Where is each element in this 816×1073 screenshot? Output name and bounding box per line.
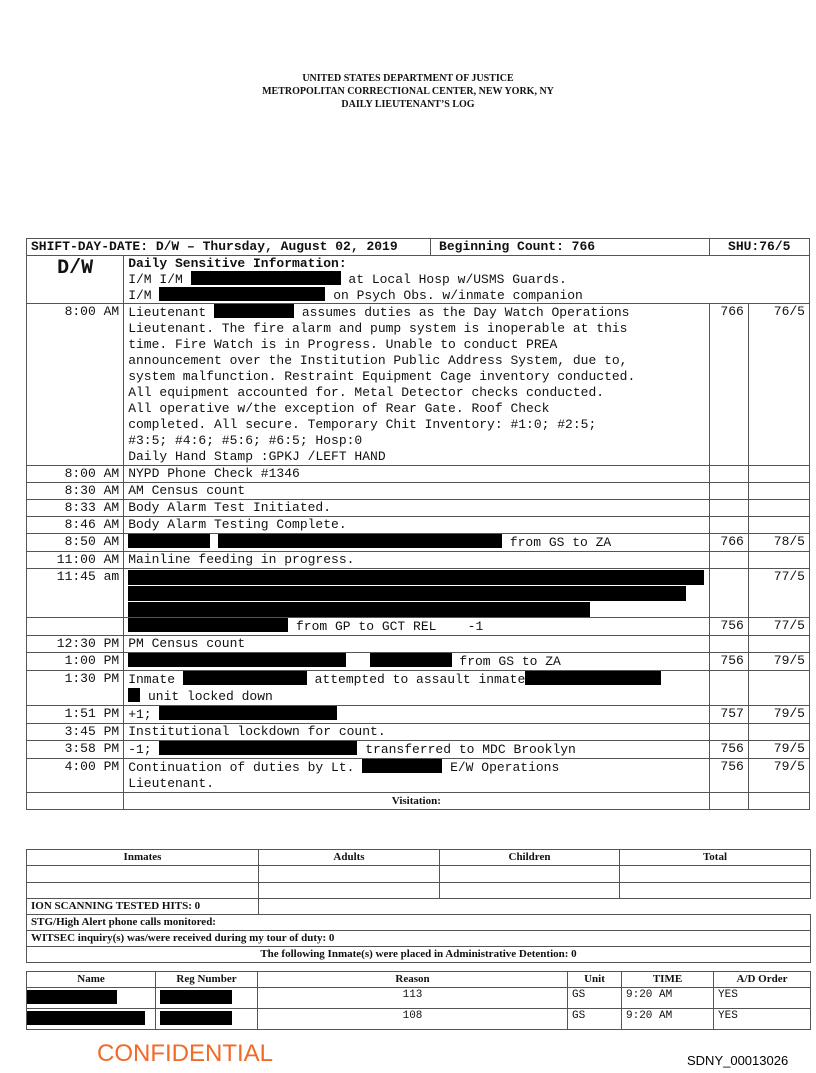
entry-line-1-suffix: assumes duties as the Day Watch Operations xyxy=(301,305,630,320)
empty-cell xyxy=(709,793,748,810)
empty-cell xyxy=(440,883,620,899)
admin-order: YES xyxy=(714,1009,811,1030)
redaction xyxy=(362,759,442,773)
redaction xyxy=(525,671,661,685)
log-table xyxy=(26,238,810,810)
shift-header-row xyxy=(27,239,810,256)
admin-unit: GS xyxy=(568,988,622,1009)
log-entry-alarm-done xyxy=(27,517,810,534)
log-entry-rel xyxy=(27,618,810,636)
redaction xyxy=(160,1011,232,1025)
entry-time: 8:50 AM xyxy=(27,534,124,552)
entry-line: system malfunction. Restraint Equipment Cage inventory conducted. xyxy=(128,369,636,384)
entry-line: Daily Hand Stamp :GPKJ /LEFT HAND xyxy=(128,449,386,464)
admin-col-reg: Reg Number xyxy=(156,972,258,988)
redaction xyxy=(214,304,294,318)
entry-line: All equipment accounted for. Metal Detector checks conducted. xyxy=(128,385,605,400)
entry-time: 1:30 PM xyxy=(27,671,124,706)
entry-time: 11:45 am xyxy=(27,569,124,618)
admin-time: 9:20 AM xyxy=(622,988,714,1009)
log-entry-0345 xyxy=(27,724,810,741)
empty-cell xyxy=(620,866,811,883)
entry-text xyxy=(124,706,709,724)
entry-text xyxy=(124,569,709,618)
entry-line xyxy=(128,671,704,688)
entry-text-suffix: transferred to MDC Brooklyn xyxy=(365,742,576,757)
entry-count: 757 xyxy=(709,706,748,724)
entry-text: Mainline feeding in progress. xyxy=(124,552,709,569)
entry-text xyxy=(124,671,709,706)
log-entry-1100 xyxy=(27,552,810,569)
entry-count xyxy=(709,500,748,517)
empty-cell xyxy=(440,866,620,883)
sensitive-line-2 xyxy=(128,287,805,303)
entry-line: Lieutenant. xyxy=(128,776,215,791)
entry-count: 756 xyxy=(709,653,748,671)
redaction xyxy=(27,1011,145,1025)
entry-shu xyxy=(748,517,809,534)
log-entry-pm-census xyxy=(27,636,810,653)
redaction xyxy=(159,741,357,755)
shift-day-date: SHIFT-DAY-DATE: D/W – Thursday, August 02, 2019 xyxy=(27,239,431,256)
entry-time: 11:00 AM xyxy=(27,552,124,569)
admin-col-reason: Reason xyxy=(258,972,568,988)
redaction xyxy=(128,570,704,585)
admin-col-time: TIME xyxy=(622,972,714,988)
admin-reg xyxy=(156,988,258,1009)
sensitive-info-row xyxy=(27,256,810,304)
admin-row xyxy=(27,988,811,1009)
redaction xyxy=(159,287,325,301)
visitation-row xyxy=(27,866,811,883)
log-entry-1145 xyxy=(27,569,810,618)
entry-shu: 77/5 xyxy=(748,569,809,618)
redaction xyxy=(191,271,341,285)
confidential-stamp: CONFIDENTIAL xyxy=(97,1040,274,1067)
shift-code: D/W xyxy=(27,256,124,304)
visitation-row xyxy=(27,883,811,899)
entry-text-suffix: from GS to ZA xyxy=(509,535,612,550)
entry-shu: 79/5 xyxy=(748,759,809,793)
entry-line: All operative w/the exception of Rear Gate. Roof Check xyxy=(128,401,550,416)
entry-text xyxy=(124,653,709,671)
redaction xyxy=(370,653,452,667)
visitation-table xyxy=(26,849,811,963)
visitation-col-children: Children xyxy=(440,850,620,866)
ion-row xyxy=(27,899,811,915)
entry-shu xyxy=(748,724,809,741)
entry-shu: 77/5 xyxy=(748,618,809,636)
admin-name xyxy=(27,1009,156,1030)
ion-scanning: ION SCANNING TESTED HITS: 0 xyxy=(27,899,259,915)
entry-text xyxy=(124,741,709,759)
entry-time: 3:45 PM xyxy=(27,724,124,741)
empty-cell xyxy=(620,883,811,899)
entry-text xyxy=(124,759,709,793)
entry-shu xyxy=(748,671,809,706)
redaction xyxy=(183,671,307,685)
entry-text-rel: from GP to GCT REL xyxy=(296,619,437,634)
empty-cell xyxy=(259,883,440,899)
admin-col-name: Name xyxy=(27,972,156,988)
document-header xyxy=(0,72,816,111)
visitation-title-row xyxy=(27,793,810,810)
entry-count xyxy=(709,517,748,534)
entry-time: 8:00 AM xyxy=(27,466,124,483)
entry-time: 1:51 PM xyxy=(27,706,124,724)
entry-text xyxy=(124,534,709,552)
entry-time: 3:58 PM xyxy=(27,741,124,759)
visitation-col-total: Total xyxy=(620,850,811,866)
visitation-header-row xyxy=(27,850,811,866)
entry-count: 766 xyxy=(709,534,748,552)
log-entry-nypd xyxy=(27,466,810,483)
sensitive-info xyxy=(124,256,810,304)
entry-prefix: Continuation of duties by Lt. xyxy=(128,760,355,775)
log-entry-0400 xyxy=(27,759,810,793)
header-agency: UNITED STATES DEPARTMENT OF JUSTICE xyxy=(302,73,514,84)
entry-count xyxy=(709,483,748,500)
witsec-inquiry: WITSEC inquiry(s) was/were received during my tour of duty: 0 xyxy=(27,931,811,947)
admin-order: YES xyxy=(714,988,811,1009)
header-log-title: DAILY LIEUTENANT’S LOG xyxy=(341,99,475,110)
witsec-row xyxy=(27,931,811,947)
entry-shu xyxy=(748,552,809,569)
stg-calls: STG/High Alert phone calls monitored: xyxy=(27,915,811,931)
entry-shu: 76/5 xyxy=(748,304,809,466)
admin-title-row xyxy=(27,947,811,963)
entry-text xyxy=(124,618,709,636)
entry-count xyxy=(709,671,748,706)
entry-shu xyxy=(748,483,809,500)
entry-shu: 78/5 xyxy=(748,534,809,552)
log-entry-0358 xyxy=(27,741,810,759)
sensitive-line-2-prefix: I/M xyxy=(128,288,152,303)
entry-time: 8:33 AM xyxy=(27,500,124,517)
entry-line: announcement over the Institution Public Address System, due to, xyxy=(128,353,628,368)
entry-line xyxy=(128,759,704,776)
empty-cell xyxy=(748,793,809,810)
log-entry-alarm-test xyxy=(27,500,810,517)
admin-name xyxy=(27,988,156,1009)
entry-text: Body Alarm Testing Complete. xyxy=(124,517,709,534)
entry-text: AM Census count xyxy=(124,483,709,500)
redaction xyxy=(128,618,288,632)
redaction xyxy=(128,534,210,548)
entry-delta: -1 xyxy=(467,619,484,634)
entry-line: Lieutenant. The fire alarm and pump system is inoperable at this xyxy=(128,321,628,336)
entry-count xyxy=(709,724,748,741)
entry-count: 756 xyxy=(709,618,748,636)
sensitive-line-2-suffix: on Psych Obs. w/inmate companion xyxy=(333,288,583,303)
entry-time xyxy=(27,618,124,636)
redaction xyxy=(128,653,346,667)
sensitive-line-1-prefix: I/M I/M xyxy=(128,272,183,287)
entry-time: 12:30 PM xyxy=(27,636,124,653)
admin-detention-table xyxy=(26,971,811,1030)
admin-col-unit: Unit xyxy=(568,972,622,988)
admin-col-order: A/D Order xyxy=(714,972,811,988)
admin-detention-title: The following Inmate(s) were placed in Administrative Detention: 0 xyxy=(27,947,811,963)
entry-inmate-label: Inmate xyxy=(128,672,175,687)
empty-cell xyxy=(27,793,124,810)
entry-count: 756 xyxy=(709,741,748,759)
header-facility: METROPOLITAN CORRECTIONAL CENTER, NEW YORK, NY xyxy=(262,86,554,97)
sensitive-line-1-suffix: at Local Hosp w/USMS Guards. xyxy=(348,272,567,287)
entry-count xyxy=(709,552,748,569)
visitation-col-adults: Adults xyxy=(259,850,440,866)
entry-count: 756 xyxy=(709,759,748,793)
admin-unit: GS xyxy=(568,1009,622,1030)
entry-shu: 79/5 xyxy=(748,706,809,724)
empty-cell xyxy=(27,866,259,883)
entry-shu xyxy=(748,466,809,483)
entry-time: 1:00 PM xyxy=(27,653,124,671)
entry-time: 8:46 AM xyxy=(27,517,124,534)
visitation-title: Visitation: xyxy=(124,793,709,810)
entry-delta: -1; xyxy=(128,742,152,757)
entry-count: 766 xyxy=(709,304,748,466)
entry-line: time. Fire Watch is in Progress. Unable to conduct PREA xyxy=(128,337,558,352)
entry-delta: +1; xyxy=(128,707,152,722)
admin-time: 9:20 AM xyxy=(622,1009,714,1030)
entry-text xyxy=(124,304,709,466)
entry-text-suffix: from GS to ZA xyxy=(459,654,561,669)
entry-time: 8:00 AM xyxy=(27,304,124,466)
entry-locked-text: unit locked down xyxy=(148,689,273,704)
entry-text: PM Census count xyxy=(124,636,709,653)
entry-shu: 79/5 xyxy=(748,653,809,671)
entry-count xyxy=(709,466,748,483)
entry-line xyxy=(128,304,704,321)
redaction xyxy=(27,990,117,1004)
beginning-count: Beginning Count: 766 xyxy=(431,239,709,256)
admin-reason: 108 xyxy=(258,1009,568,1030)
entry-text: NYPD Phone Check #1346 xyxy=(124,466,709,483)
admin-header-row xyxy=(27,972,811,988)
admin-row xyxy=(27,1009,811,1030)
admin-reason: 113 xyxy=(258,988,568,1009)
entry-shu xyxy=(748,500,809,517)
empty-cell xyxy=(259,866,440,883)
entry-lieutenant: Lieutenant xyxy=(128,305,207,320)
entry-line xyxy=(128,688,704,705)
entry-text: Institutional lockdown for count. xyxy=(124,724,709,741)
log-entry-0850 xyxy=(27,534,810,552)
log-entry-0130 xyxy=(27,671,810,706)
entry-shu xyxy=(748,636,809,653)
entry-count xyxy=(709,569,748,618)
entry-shu: 79/5 xyxy=(748,741,809,759)
log-entry-0100 xyxy=(27,653,810,671)
shu-count: SHU:76/5 xyxy=(709,239,810,256)
entry-count xyxy=(709,636,748,653)
bates-number: SDNY_00013026 xyxy=(687,1053,789,1068)
redaction xyxy=(128,586,686,601)
empty-cell xyxy=(259,899,811,915)
entry-text-suffix: E/W Operations xyxy=(450,760,560,775)
log-entry-0151 xyxy=(27,706,810,724)
entry-line: #3:5; #4:6; #5:6; #6:5; Hosp:0 xyxy=(128,433,363,448)
log-entry-0800 xyxy=(27,304,810,466)
redaction xyxy=(160,990,232,1004)
entry-time: 4:00 PM xyxy=(27,759,124,793)
redaction xyxy=(128,688,140,702)
stg-row xyxy=(27,915,811,931)
redaction xyxy=(159,706,337,720)
entry-text: Body Alarm Test Initiated. xyxy=(124,500,709,517)
visitation-col-inmates: Inmates xyxy=(27,850,259,866)
admin-reg xyxy=(156,1009,258,1030)
entry-time: 8:30 AM xyxy=(27,483,124,500)
empty-cell xyxy=(27,883,259,899)
redaction xyxy=(218,534,502,548)
sensitive-title: Daily Sensitive Information: xyxy=(128,256,347,271)
entry-assault-text: attempted to assault inmate xyxy=(314,672,526,687)
redaction xyxy=(128,602,590,617)
log-entry-am-census xyxy=(27,483,810,500)
entry-line: completed. All secure. Temporary Chit Inventory: #1:0; #2:5; xyxy=(128,417,597,432)
sensitive-line-1 xyxy=(128,271,805,287)
